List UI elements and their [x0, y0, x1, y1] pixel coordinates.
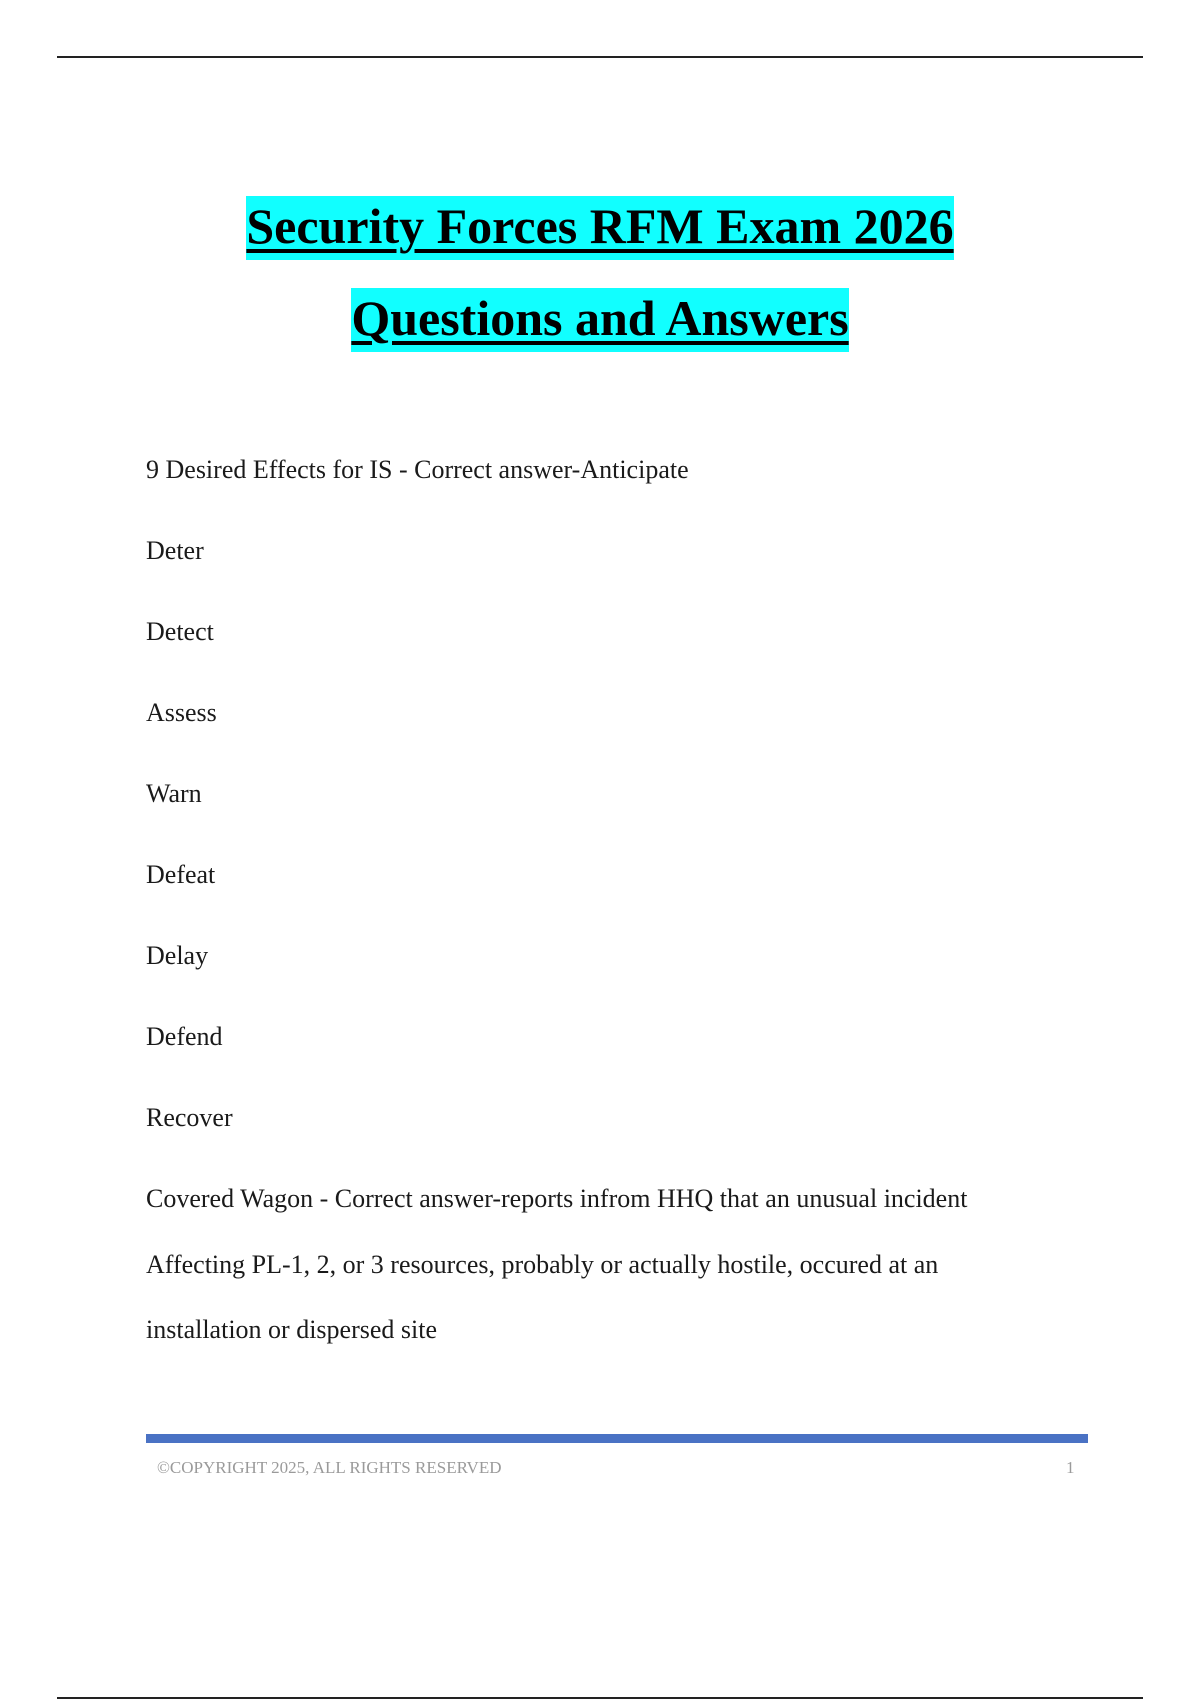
top-rule — [57, 56, 1143, 58]
body-line: Defeat — [146, 860, 216, 889]
body-line: Recover — [146, 1103, 233, 1132]
body-line: Deter — [146, 536, 204, 565]
body-line: Delay — [146, 941, 209, 970]
body-line: 9 Desired Effects for IS - Correct answer-Anticipate — [146, 455, 689, 484]
body-line: Covered Wagon - Correct answer-reports infrom HHQ that an unusual incident — [146, 1184, 968, 1213]
footer-bar — [146, 1434, 1088, 1443]
title-line-2-text: Questions and Answers — [351, 288, 848, 352]
title-line-1-text: Security Forces RFM Exam 2026 — [246, 196, 953, 260]
footer-page-number: 1 — [1066, 1458, 1075, 1477]
title-line-2 — [0, 272, 1200, 364]
bottom-rule — [57, 1697, 1143, 1699]
body-line: Detect — [146, 617, 214, 646]
body-line: Affecting PL-1, 2, or 3 resources, probably or actually hostile, occured at an — [146, 1250, 939, 1279]
document-title — [0, 180, 1200, 364]
body-line: Defend — [146, 1022, 223, 1051]
footer-copyright: ©COPYRIGHT 2025, ALL RIGHTS RESERVED — [157, 1458, 502, 1477]
title-line-1 — [0, 180, 1200, 272]
body-line: installation or dispersed site — [146, 1315, 438, 1344]
body-line: Warn — [146, 779, 202, 808]
body-line: Assess — [146, 698, 217, 727]
